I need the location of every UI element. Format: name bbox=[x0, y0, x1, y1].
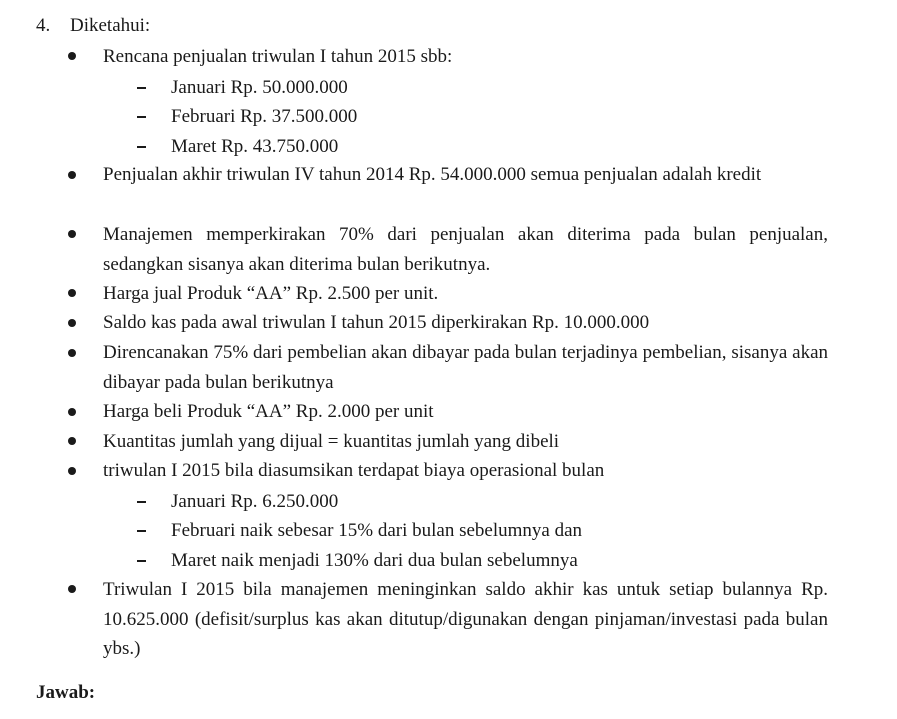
list-item: Harga jual Produk “AA” Rp. 2.500 per unit. bbox=[103, 283, 439, 304]
bullet-icon bbox=[68, 230, 76, 238]
list-item: Penjualan akhir triwulan IV tahun 2014 Rp. 54.000.000 semua penjualan adalah kredit bbox=[103, 164, 762, 185]
sub-list-item: Februari naik sebesar 15% dari bulan sebelumnya dan bbox=[171, 520, 583, 541]
bullet-icon bbox=[68, 467, 76, 475]
question-number: 4. bbox=[36, 15, 51, 36]
dash-icon bbox=[137, 501, 146, 503]
list-item: Rencana penjualan triwulan I tahun 2015 sbb: bbox=[103, 46, 453, 67]
dash-icon bbox=[137, 146, 146, 148]
dash-icon bbox=[137, 116, 146, 118]
list-item: triwulan I 2015 bila diasumsikan terdapat biaya operasional bulan bbox=[103, 460, 605, 481]
sub-list-item: Januari Rp. 50.000.000 bbox=[171, 77, 348, 98]
dash-icon bbox=[137, 530, 146, 532]
sub-list-item: Maret naik menjadi 130% dari dua bulan sebelumnya bbox=[171, 550, 578, 571]
answer-label: Jawab: bbox=[36, 682, 96, 703]
sub-list-item: Maret Rp. 43.750.000 bbox=[171, 136, 339, 157]
list-item: Triwulan I 2015 bila manajemen meninginkan saldo akhir kas untuk setiap bulannya Rp. 10.625.000 (defisit/surplus kas akan ditutup/digunakan dengan pinjaman/investasi pada bulan ybs.) bbox=[103, 579, 828, 660]
dash-icon bbox=[137, 87, 146, 89]
bullet-icon bbox=[68, 437, 76, 445]
bullet-icon bbox=[68, 52, 76, 60]
question-title: Diketahui: bbox=[70, 15, 151, 36]
list-item: Kuantitas jumlah yang dijual = kuantitas jumlah yang dibeli bbox=[103, 431, 560, 452]
sub-list-item: Januari Rp. 6.250.000 bbox=[171, 491, 339, 512]
list-item: Direncanakan 75% dari pembelian akan dibayar pada bulan terjadinya pembelian, sisanya akan dibayar pada bulan berikutnya bbox=[103, 342, 828, 393]
bullet-icon bbox=[68, 585, 76, 593]
list-item: Harga beli Produk “AA” Rp. 2.000 per unit bbox=[103, 401, 434, 422]
list-item: Saldo kas pada awal triwulan I tahun 2015 diperkirakan Rp. 10.000.000 bbox=[103, 312, 650, 333]
bullet-icon bbox=[68, 289, 76, 297]
bullet-icon bbox=[68, 319, 76, 327]
sub-list-item: Februari Rp. 37.500.000 bbox=[171, 106, 358, 127]
list-item: Manajemen memperkirakan 70% dari penjualan akan diterima pada bulan penjualan, sedangkan sisanya akan diterima bulan berikutnya. bbox=[103, 224, 828, 275]
bullet-icon bbox=[68, 349, 76, 357]
dash-icon bbox=[137, 560, 146, 562]
bullet-icon bbox=[68, 408, 76, 416]
bullet-icon bbox=[68, 171, 76, 179]
